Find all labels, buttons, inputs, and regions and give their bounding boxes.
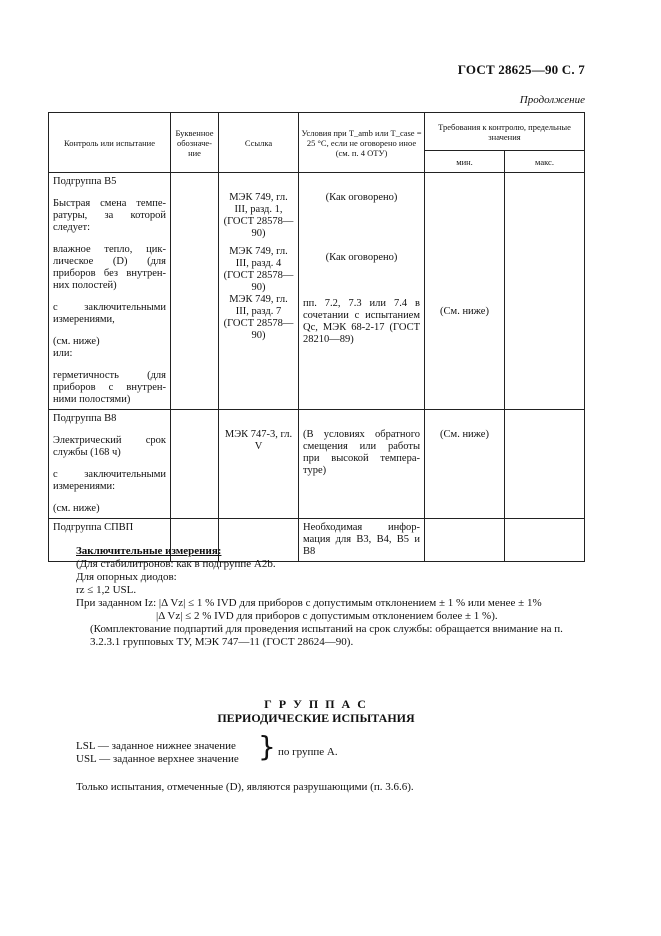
b5-ref-3: МЭК 749, гл. III, разд. 7 (ГОСТ 28578—90) bbox=[223, 294, 294, 341]
col-header-max: макс. bbox=[505, 151, 585, 173]
col-header-requirements: Требования к контролю, предельные значения bbox=[425, 113, 585, 151]
subgroup-b5-title: Подгруппа В5 bbox=[53, 176, 117, 187]
continuation-label: Продолжение bbox=[519, 94, 585, 106]
b5-test-4: (см. ниже) bbox=[53, 336, 100, 347]
b8-test-1: Электрический срок службы (168 ч) bbox=[53, 435, 166, 458]
b5-cond-2: (Как оговорено) bbox=[325, 252, 398, 263]
subgroup-spvp-title: Подгруппа СПВП bbox=[53, 522, 134, 533]
b5-test-2: влажное тепло, цик-лическое (D) (для приборов без внутрен-них полостей) bbox=[53, 244, 166, 291]
table-row-b5 bbox=[49, 173, 585, 410]
lsl-definition: LSL — заданное нижнее значение bbox=[76, 740, 236, 752]
tests-table bbox=[48, 112, 585, 562]
note-line-2: Для опорных диодов: bbox=[76, 571, 177, 583]
spvp-cond-1: Необходимая инфор-мация для В3, В4, В5 и В8 bbox=[303, 522, 420, 557]
table-row-b8 bbox=[49, 410, 585, 519]
destructive-note: Только испытания, отмеченные (D), являются разрушающими (п. 3.6.6). bbox=[76, 781, 414, 793]
b8-test-2: с заключительными измерениями: bbox=[53, 469, 166, 492]
b8-cond-1: (В условиях обратного смещения или работы при высокой темпера-туре) bbox=[303, 429, 420, 476]
b5-ref-1: МЭК 749, гл. III, разд. 1, (ГОСТ 28578—90) bbox=[223, 192, 294, 239]
b5-ref-2: МЭК 749, гл. III, разд. 4 (ГОСТ 28578—90) bbox=[223, 246, 294, 293]
b5-min: (См. ниже) bbox=[440, 306, 489, 317]
note-line-3: rz ≤ 1,2 USL. bbox=[76, 584, 137, 596]
document-reference: ГОСТ 28625—90 С. 7 bbox=[457, 62, 585, 77]
final-measurements bbox=[76, 545, 584, 649]
brace-reference: по группе А. bbox=[278, 746, 338, 758]
note-line-5: (Комплектование подпартий для проведения испытаний на срок службы: обращается внимание на п. 3.2.3.1 групповых ТУ, МЭК 747—11 (ГОСТ 28624—90). bbox=[90, 623, 563, 648]
b5-cond-1: (Как оговорено) bbox=[325, 192, 398, 203]
group-c-title: Г Р У П П А С bbox=[264, 697, 368, 711]
final-measurements-title: Заключительные измерения: bbox=[76, 545, 222, 557]
group-c-subtitle: ПЕРИОДИЧЕСКИЕ ИСПЫТАНИЯ bbox=[217, 711, 415, 725]
subgroup-b8-title: Подгруппа В8 bbox=[53, 413, 117, 424]
b5-test-5: или: bbox=[53, 348, 73, 359]
col-header-test: Контроль или испытание bbox=[49, 113, 171, 173]
b5-test-1: Быстрая смена темпе-ратуры, за которой следует: bbox=[53, 198, 166, 233]
limits-legend bbox=[76, 740, 239, 766]
b5-cond-3: пп. 7.2, 7.3 или 7.4 в сочетании с испытанием Qc, МЭК 68-2-17 (ГОСТ 28210—89) bbox=[303, 298, 420, 345]
col-header-conditions: Условия при T_amb или T_case = 25 °С, если не оговорено иное (см. п. 4 ОТУ) bbox=[299, 113, 425, 173]
b5-test-3: с заключительными измерениями, bbox=[53, 302, 166, 325]
note-line-1: (Для стабилитронов: как в подгруппе А2b. bbox=[76, 558, 276, 570]
b8-min: (См. ниже) bbox=[440, 429, 489, 440]
col-header-min: мин. bbox=[425, 151, 505, 173]
b8-test-3: (см. ниже) bbox=[53, 503, 100, 514]
b5-test-6: герметичность (для приборов с внутрен-ними полостями) bbox=[53, 370, 166, 405]
note-line-4b: |Δ Vz| ≤ 2 % IVD для приборов с допустимым отклонением более ± 1 %). bbox=[156, 610, 498, 622]
note-line-4a: При заданном Iz: |Δ Vz| ≤ 1 % IVD для приборов с допустимым отклонением ± 1 % или менее ± 1% bbox=[76, 597, 542, 609]
b8-ref-1: МЭК 747-3, гл. V bbox=[224, 429, 293, 452]
col-header-ref: Ссылка bbox=[219, 113, 299, 173]
usl-definition: USL — заданное верхнее значение bbox=[76, 753, 239, 765]
col-header-symbol: Буквенное обозначе-ние bbox=[171, 113, 219, 173]
right-brace-icon: } bbox=[258, 730, 276, 763]
